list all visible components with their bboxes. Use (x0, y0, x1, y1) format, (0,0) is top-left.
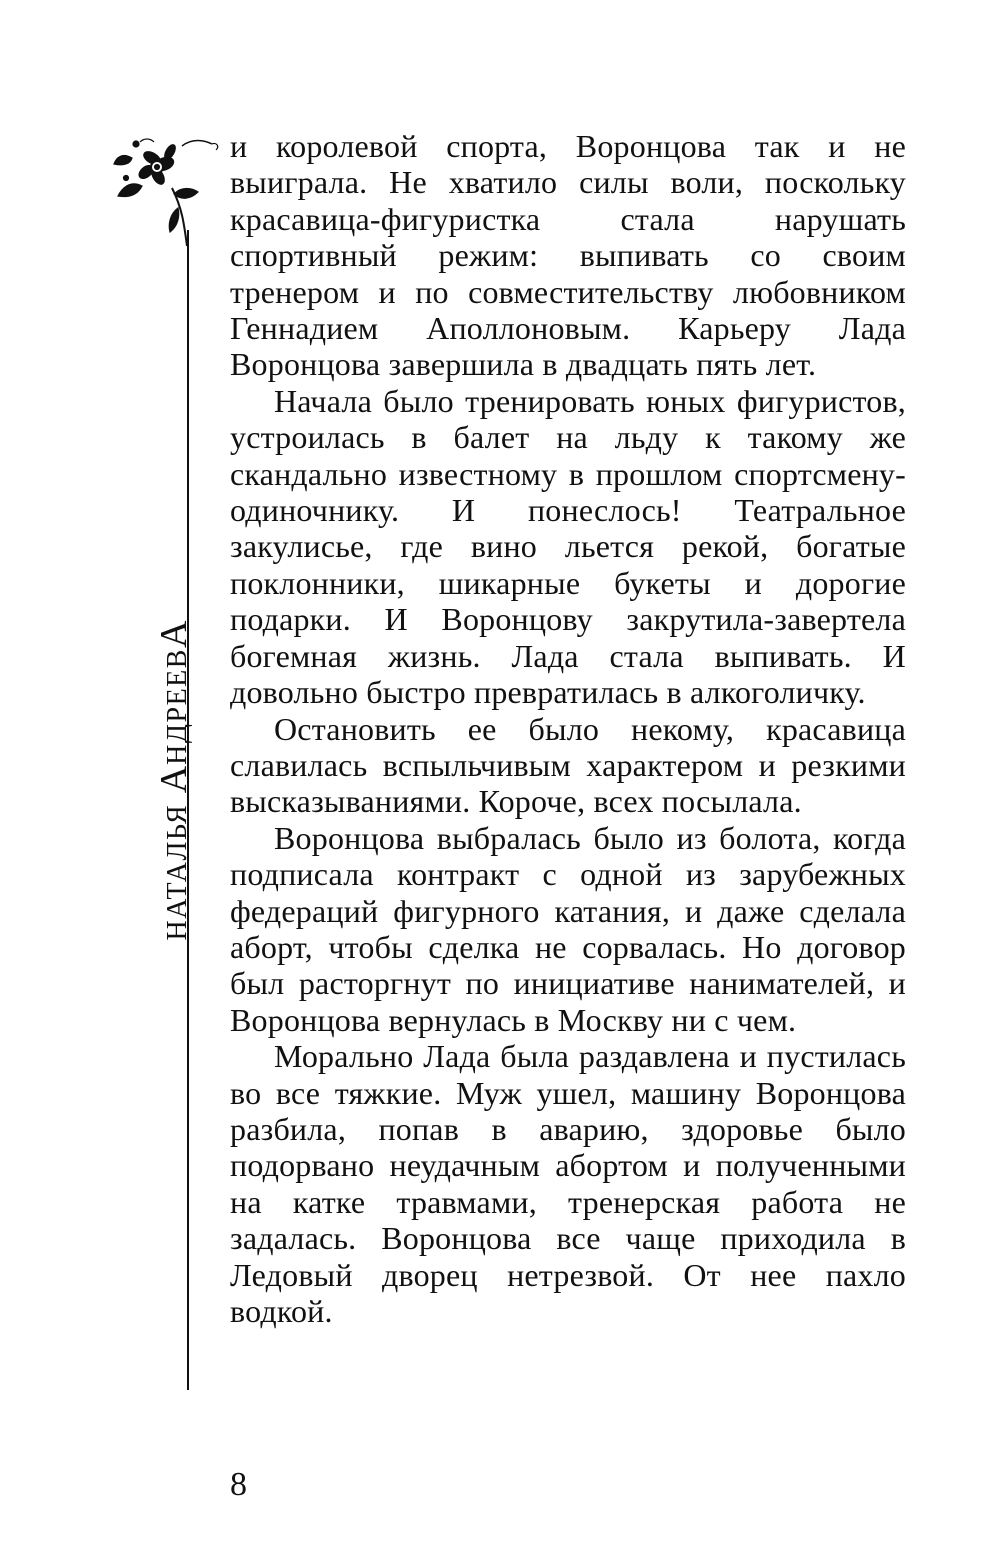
flower-ornament-icon (112, 128, 222, 248)
page-number: 8 (230, 1466, 247, 1503)
author-first-name: НАТАЛЬЯ (162, 803, 193, 941)
paragraph: Воронцова выбралась было из болота, когда подписала контракт с одной из зарубежных федераций фигурного катания, и даже сделала аборт, чтобы сделка не сорвалась. Но договор был расторгнут по инициативе нанимателей, и Воронцова вернулась в Москву ни с чем. (230, 819, 906, 1038)
paragraph: Морально Лада была раздавлена и пустилась во все тяжкие. Муж ушел, машину Воронцова разбила, попав в аварию, здоровье было подорвано неудачным абортом и полученными на катке травмами, тренерская работа не задалась. Воронцова все чаще приходила в Ледовый дворец нетрезвой. От нее пахло водкой. (230, 1038, 906, 1329)
running-head-author (155, 600, 193, 960)
author-last-final: А (153, 619, 195, 649)
body-text (230, 128, 906, 1329)
paragraph: Остановить ее было некому, красавица славилась вспыльчивым характером и резкими высказываниями. Короче, всех посылала. (230, 710, 906, 820)
paragraph: и королевой спорта, Воронцова так и не выиграла. Не хватило силы воли, поскольку красавица-фигуристка стала нарушать спортивный режим: выпивать со своим тренером и по совместительству любовником Геннадием Аполлоновым. Карьеру Лада Воронцова завершила в двадцать пять лет. (230, 128, 906, 383)
author-last-middle: НДРЕЕВ (162, 648, 193, 765)
paragraph: Начала было тренировать юных фигуристов, устроилась в балет на льду к такому же скандально известному в прошлом спортсмену-одиночнику. И понеслось! Театральное закулисье, где вино льется рекой, богатые поклонники, шикарные букеты и дорогие подарки. И Воронцову закрутила-завертела богемная жизнь. Лада стала выпивать. И довольно быстро превратилась в алкоголичку. (230, 382, 906, 711)
author-last-initial: А (153, 764, 195, 794)
